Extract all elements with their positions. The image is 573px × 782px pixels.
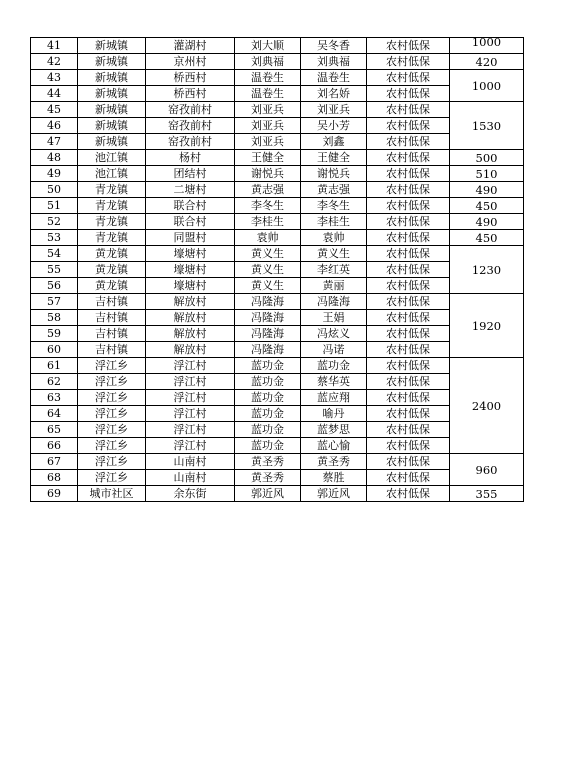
member-name-cell: 李冬生	[301, 198, 367, 214]
household-head-cell: 李桂生	[235, 214, 301, 230]
town-cell: 新城镇	[78, 102, 146, 118]
household-head-cell: 谢悦兵	[235, 166, 301, 182]
table-row	[31, 54, 524, 70]
row-number-cell: 49	[31, 166, 78, 182]
town-cell: 浮江乡	[78, 438, 146, 454]
assistance-type-cell: 农村低保	[367, 406, 450, 422]
town-cell: 青龙镇	[78, 214, 146, 230]
assistance-type-cell: 农村低保	[367, 102, 450, 118]
village-cell: 联合村	[146, 198, 235, 214]
assistance-type-cell: 农村低保	[367, 70, 450, 86]
member-name-cell: 谢悦兵	[301, 166, 367, 182]
village-cell: 团结村	[146, 166, 235, 182]
row-number-cell: 63	[31, 390, 78, 406]
village-cell: 桥西村	[146, 70, 235, 86]
table-row	[31, 294, 524, 310]
town-cell: 浮江乡	[78, 454, 146, 470]
town-cell: 青龙镇	[78, 182, 146, 198]
village-cell: 山南村	[146, 454, 235, 470]
town-cell: 浮江乡	[78, 406, 146, 422]
assistance-type-cell: 农村低保	[367, 214, 450, 230]
assistance-type-cell: 农村低保	[367, 294, 450, 310]
household-head-cell: 温卷生	[235, 86, 301, 102]
amount-cell: 1530	[450, 102, 524, 150]
household-head-cell: 黄圣秀	[235, 470, 301, 486]
amount-cell: 1000	[450, 38, 524, 54]
town-cell: 浮江乡	[78, 470, 146, 486]
town-cell: 吉村镇	[78, 342, 146, 358]
household-head-cell: 冯隆海	[235, 310, 301, 326]
amount-cell: 450	[450, 198, 524, 214]
village-cell: 浮江村	[146, 438, 235, 454]
assistance-type-cell: 农村低保	[367, 422, 450, 438]
assistance-type-cell: 农村低保	[367, 246, 450, 262]
town-cell: 新城镇	[78, 134, 146, 150]
row-number-cell: 60	[31, 342, 78, 358]
assistance-type-cell: 农村低保	[367, 198, 450, 214]
village-cell: 壕塘村	[146, 246, 235, 262]
household-head-cell: 温卷生	[235, 70, 301, 86]
subsidy-table	[30, 37, 524, 502]
town-cell: 青龙镇	[78, 198, 146, 214]
member-name-cell: 刘亚兵	[301, 102, 367, 118]
assistance-type-cell: 农村低保	[367, 486, 450, 502]
assistance-type-cell: 农村低保	[367, 358, 450, 374]
member-name-cell: 蓝心愉	[301, 438, 367, 454]
town-cell: 吉村镇	[78, 326, 146, 342]
member-name-cell: 蔡华英	[301, 374, 367, 390]
village-cell: 桥西村	[146, 86, 235, 102]
town-cell: 浮江乡	[78, 390, 146, 406]
village-cell: 浮江村	[146, 422, 235, 438]
town-cell: 浮江乡	[78, 374, 146, 390]
assistance-type-cell: 农村低保	[367, 38, 450, 54]
household-head-cell: 冯隆海	[235, 294, 301, 310]
village-cell: 联合村	[146, 214, 235, 230]
assistance-type-cell: 农村低保	[367, 182, 450, 198]
table-row	[31, 166, 524, 182]
amount-cell: 1230	[450, 246, 524, 294]
member-name-cell: 黄丽	[301, 278, 367, 294]
household-head-cell: 蓝功金	[235, 390, 301, 406]
assistance-type-cell: 农村低保	[367, 134, 450, 150]
assistance-type-cell: 农村低保	[367, 310, 450, 326]
household-head-cell: 黄义生	[235, 278, 301, 294]
amount-cell: 490	[450, 182, 524, 198]
table-row	[31, 214, 524, 230]
household-head-cell: 冯隆海	[235, 326, 301, 342]
row-number-cell: 59	[31, 326, 78, 342]
row-number-cell: 55	[31, 262, 78, 278]
town-cell: 新城镇	[78, 118, 146, 134]
village-cell: 解放村	[146, 326, 235, 342]
village-cell: 窑孜前村	[146, 118, 235, 134]
member-name-cell: 喻丹	[301, 406, 367, 422]
town-cell: 浮江乡	[78, 358, 146, 374]
assistance-type-cell: 农村低保	[367, 54, 450, 70]
row-number-cell: 50	[31, 182, 78, 198]
village-cell: 二塘村	[146, 182, 235, 198]
assistance-type-cell: 农村低保	[367, 262, 450, 278]
assistance-type-cell: 农村低保	[367, 438, 450, 454]
amount-cell: 960	[450, 454, 524, 486]
household-head-cell: 蓝功金	[235, 358, 301, 374]
town-cell: 青龙镇	[78, 230, 146, 246]
member-name-cell: 吴小芳	[301, 118, 367, 134]
assistance-type-cell: 农村低保	[367, 374, 450, 390]
household-head-cell: 冯隆海	[235, 342, 301, 358]
member-name-cell: 蓝梦思	[301, 422, 367, 438]
village-cell: 浮江村	[146, 358, 235, 374]
row-number-cell: 41	[31, 38, 78, 54]
village-cell: 窑孜前村	[146, 134, 235, 150]
table-row	[31, 230, 524, 246]
household-head-cell: 李冬生	[235, 198, 301, 214]
household-head-cell: 刘亚兵	[235, 134, 301, 150]
row-number-cell: 43	[31, 70, 78, 86]
row-number-cell: 67	[31, 454, 78, 470]
row-number-cell: 52	[31, 214, 78, 230]
town-cell: 池江镇	[78, 150, 146, 166]
amount-cell: 450	[450, 230, 524, 246]
household-head-cell: 郭近风	[235, 486, 301, 502]
village-cell: 京州村	[146, 54, 235, 70]
row-number-cell: 65	[31, 422, 78, 438]
member-name-cell: 蔡胜	[301, 470, 367, 486]
row-number-cell: 69	[31, 486, 78, 502]
assistance-type-cell: 农村低保	[367, 342, 450, 358]
row-number-cell: 57	[31, 294, 78, 310]
member-name-cell: 刘典福	[301, 54, 367, 70]
member-name-cell: 冯隆海	[301, 294, 367, 310]
amount-cell: 1920	[450, 294, 524, 358]
table-row	[31, 102, 524, 118]
amount-cell: 420	[450, 54, 524, 70]
member-name-cell: 王娟	[301, 310, 367, 326]
amount-cell: 1000	[450, 70, 524, 102]
row-number-cell: 58	[31, 310, 78, 326]
household-head-cell: 袁帅	[235, 230, 301, 246]
village-cell: 余东街	[146, 486, 235, 502]
member-name-cell: 冯诺	[301, 342, 367, 358]
village-cell: 解放村	[146, 342, 235, 358]
table-row	[31, 70, 524, 86]
row-number-cell: 54	[31, 246, 78, 262]
town-cell: 黄龙镇	[78, 278, 146, 294]
amount-cell: 355	[450, 486, 524, 502]
town-cell: 吉村镇	[78, 294, 146, 310]
assistance-type-cell: 农村低保	[367, 86, 450, 102]
table-row	[31, 38, 524, 54]
village-cell: 灌湖村	[146, 38, 235, 54]
row-number-cell: 46	[31, 118, 78, 134]
member-name-cell: 黄义生	[301, 246, 367, 262]
row-number-cell: 64	[31, 406, 78, 422]
household-head-cell: 蓝功金	[235, 374, 301, 390]
household-head-cell: 黄义生	[235, 246, 301, 262]
amount-cell: 500	[450, 150, 524, 166]
table-row	[31, 246, 524, 262]
village-cell: 浮江村	[146, 374, 235, 390]
member-name-cell: 李桂生	[301, 214, 367, 230]
row-number-cell: 56	[31, 278, 78, 294]
row-number-cell: 47	[31, 134, 78, 150]
member-name-cell: 黄圣秀	[301, 454, 367, 470]
assistance-type-cell: 农村低保	[367, 166, 450, 182]
member-name-cell: 刘名娇	[301, 86, 367, 102]
member-name-cell: 冯炫义	[301, 326, 367, 342]
table-row	[31, 150, 524, 166]
amount-cell: 510	[450, 166, 524, 182]
town-cell: 新城镇	[78, 54, 146, 70]
village-cell: 山南村	[146, 470, 235, 486]
town-cell: 新城镇	[78, 86, 146, 102]
row-number-cell: 42	[31, 54, 78, 70]
row-number-cell: 62	[31, 374, 78, 390]
household-head-cell: 刘亚兵	[235, 118, 301, 134]
assistance-type-cell: 农村低保	[367, 150, 450, 166]
row-number-cell: 44	[31, 86, 78, 102]
village-cell: 窑孜前村	[146, 102, 235, 118]
table-row	[31, 358, 524, 374]
village-cell: 同盟村	[146, 230, 235, 246]
town-cell: 黄龙镇	[78, 262, 146, 278]
table-body	[31, 38, 524, 502]
village-cell: 杨村	[146, 150, 235, 166]
village-cell: 壕塘村	[146, 278, 235, 294]
table-row	[31, 486, 524, 502]
village-cell: 浮江村	[146, 390, 235, 406]
household-head-cell: 蓝功金	[235, 406, 301, 422]
assistance-type-cell: 农村低保	[367, 230, 450, 246]
assistance-type-cell: 农村低保	[367, 454, 450, 470]
household-head-cell: 蓝功金	[235, 422, 301, 438]
household-head-cell: 黄志强	[235, 182, 301, 198]
row-number-cell: 53	[31, 230, 78, 246]
member-name-cell: 蓝应翔	[301, 390, 367, 406]
town-cell: 新城镇	[78, 38, 146, 54]
member-name-cell: 王健全	[301, 150, 367, 166]
assistance-type-cell: 农村低保	[367, 118, 450, 134]
row-number-cell: 66	[31, 438, 78, 454]
member-name-cell: 袁帅	[301, 230, 367, 246]
household-head-cell: 黄圣秀	[235, 454, 301, 470]
household-head-cell: 蓝功金	[235, 438, 301, 454]
household-head-cell: 刘大顺	[235, 38, 301, 54]
village-cell: 解放村	[146, 294, 235, 310]
town-cell: 吉村镇	[78, 310, 146, 326]
amount-cell: 490	[450, 214, 524, 230]
row-number-cell: 61	[31, 358, 78, 374]
row-number-cell: 68	[31, 470, 78, 486]
row-number-cell: 48	[31, 150, 78, 166]
town-cell: 浮江乡	[78, 422, 146, 438]
town-cell: 黄龙镇	[78, 246, 146, 262]
assistance-type-cell: 农村低保	[367, 470, 450, 486]
row-number-cell: 45	[31, 102, 78, 118]
village-cell: 解放村	[146, 310, 235, 326]
member-name-cell: 郭近风	[301, 486, 367, 502]
household-head-cell: 刘典福	[235, 54, 301, 70]
member-name-cell: 蓝功金	[301, 358, 367, 374]
town-cell: 城市社区	[78, 486, 146, 502]
household-head-cell: 黄义生	[235, 262, 301, 278]
member-name-cell: 刘鑫	[301, 134, 367, 150]
household-head-cell: 王健全	[235, 150, 301, 166]
household-head-cell: 刘亚兵	[235, 102, 301, 118]
village-cell: 浮江村	[146, 406, 235, 422]
member-name-cell: 黄志强	[301, 182, 367, 198]
table-row	[31, 198, 524, 214]
member-name-cell: 李红英	[301, 262, 367, 278]
town-cell: 池江镇	[78, 166, 146, 182]
town-cell: 新城镇	[78, 70, 146, 86]
member-name-cell: 温卷生	[301, 70, 367, 86]
table-row	[31, 182, 524, 198]
assistance-type-cell: 农村低保	[367, 390, 450, 406]
amount-cell: 2400	[450, 358, 524, 454]
row-number-cell: 51	[31, 198, 78, 214]
member-name-cell: 吴冬香	[301, 38, 367, 54]
assistance-type-cell: 农村低保	[367, 278, 450, 294]
table-row	[31, 454, 524, 470]
assistance-type-cell: 农村低保	[367, 326, 450, 342]
village-cell: 壕塘村	[146, 262, 235, 278]
